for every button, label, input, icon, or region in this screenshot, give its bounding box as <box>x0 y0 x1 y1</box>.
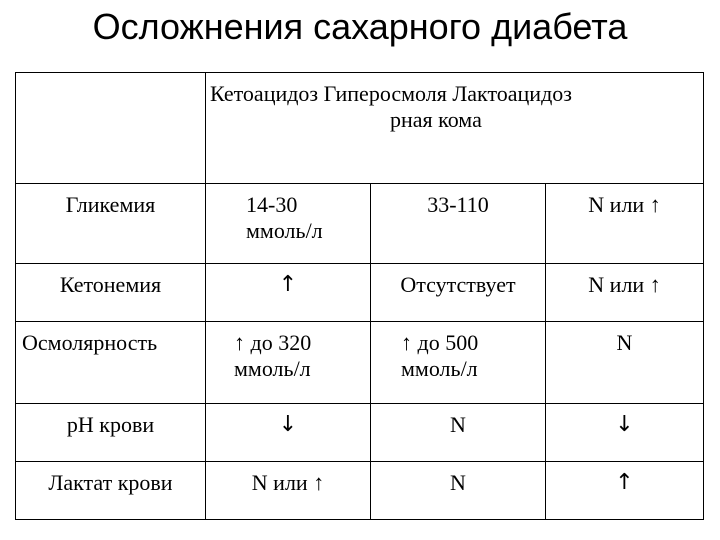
complications-table <box>15 72 704 520</box>
cell-ketonemia-ketoacidosis: ↑ <box>206 264 371 322</box>
cell-text: ↑ до 500 ммоль/л <box>401 330 479 381</box>
table-row <box>16 404 704 462</box>
table-row <box>16 462 704 520</box>
cell-ph-lactoacidosis: ↓ <box>546 404 704 462</box>
table-header-row <box>16 73 704 184</box>
table-row <box>16 184 704 264</box>
cell-ketonemia-hyperosmolar: Отсутствует <box>371 264 546 322</box>
cell-osmolarity-hyperosmolar <box>371 322 546 404</box>
table-row <box>16 264 704 322</box>
table-row <box>16 322 704 404</box>
page-title: Осложнения сахарного диабета <box>92 6 628 47</box>
cell-ph-hyperosmolar: N <box>371 404 546 462</box>
cell-osmolarity-ketoacidosis <box>206 322 371 404</box>
row-label-blood-lactate: Лактат крови <box>16 462 206 520</box>
cell-glycemia-hyperosmolar: 33-110 <box>371 184 546 264</box>
cell-lactate-hyperosmolar: N <box>371 462 546 520</box>
row-label-osmolarity: Осмолярность <box>16 322 206 404</box>
cell-text: 14-30 ммоль/л <box>246 192 323 243</box>
column-headers-line2: рная кома <box>390 107 482 132</box>
cell-ph-ketoacidosis: ↓ <box>206 404 371 462</box>
cell-glycemia-ketoacidosis <box>206 184 371 264</box>
column-headers-line1: Кетоацидоз Гиперосмоля Лактоацидоз <box>210 81 572 106</box>
cell-glycemia-lactoacidosis: N или ↑ <box>546 184 704 264</box>
cell-osmolarity-lactoacidosis: N <box>546 322 704 404</box>
cell-lactate-ketoacidosis: N или ↑ <box>206 462 371 520</box>
row-label-blood-ph: рН крови <box>16 404 206 462</box>
column-headers <box>206 73 704 184</box>
cell-lactate-lactoacidosis: ↑ <box>546 462 704 520</box>
table-corner-cell <box>16 73 206 184</box>
row-label-ketonemia: Кетонемия <box>16 264 206 322</box>
cell-text: ↑ до 320 ммоль/л <box>234 330 312 381</box>
cell-ketonemia-lactoacidosis: N или ↑ <box>546 264 704 322</box>
row-label-glycemia: Гликемия <box>16 184 206 264</box>
